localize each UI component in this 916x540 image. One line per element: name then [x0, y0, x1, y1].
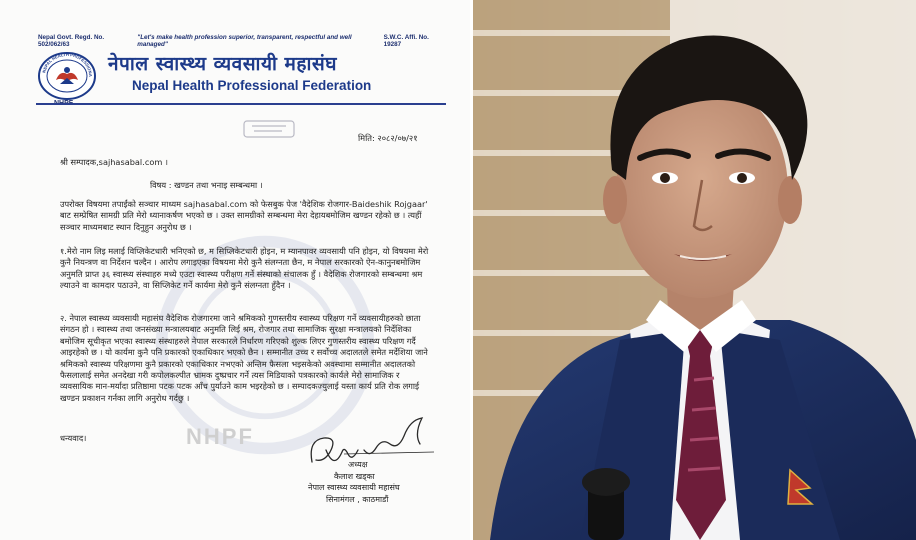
signatory-title: अध्यक्ष [348, 460, 368, 469]
stamp-mark-icon [240, 118, 300, 140]
letterhead-divider [36, 103, 446, 105]
letter-paragraph-one: १.मेरो नाम लिइ मलाई विप्लिकेटधारी भनिएको छ, म सिप्लिकेटधारी होइन, म म्यानपावर व्यवसायी पनि होइन, यो विषयमा मेरो कुनै नियन्त्रण वा निर्देशन चल्दैन । आरोप लगाइएका विषयमा मेरो कुनै संलग्नता छैन, म नेपाल सरकारको ऐन-कानुनबमोजिम अनुमति प्राप्त ३६ स्वास्थ्य संस्थाहरु मध्ये एउटा स्वास्थ्य परीक्षण गर्ने संस्थाको संचालक हुँ । वैदेशिक रोजगारको सम्बन्धमा श्रम ल्याउने वा कामदार पठाउने, वा सिप्लिकेट गर्ने कार्यमा मेरो कुनै संलग्नता हुँदैन । [60, 246, 429, 291]
nhpf-logo-icon [36, 50, 98, 100]
signatory-address: सिनामंगल , काठमाडौं [326, 494, 389, 504]
organization-name-nepali: नेपाल स्वास्थ्य व्यवसायी महासंघ [108, 53, 337, 75]
letterhead-top-line [38, 34, 448, 48]
organization-name-english: Nepal Health Professional Federation [132, 78, 372, 93]
microphone-icon [582, 468, 630, 540]
letter-paragraph-two: २. नेपाल स्वास्थ्य व्यवसायी महासंघ वैदेशिक रोजगारमा जाने श्रमिकको गुणस्तरीय स्वास्थ्य परिक्षण गर्ने व्यवसायीहरुको छाता संगठन हो । स्वास्थ्य तथा जनसंख्या मन्त्रालयबाट अनुमति लिई श्रम, रोजगार तथा सामाजिक सुरक्षा मन्त्रालयको निर्देशिका बमोजिम सूचीकृत भएका स्वास्थ्य संस्थाहरुले नेपाल सरकारले निर्धारण गरिएको शुल्क लिएर गुणस्तरीय स्वास्थ्य परिक्षण गर्दै आइरहेको छ । यो कार्यमा कुनै पनि प्रकारको एकाधिकार भएको छैन । सम्मानीत उच्च र सर्वोच्च अदालतले समेत मर्देशिया जाने श्रमिकको स्वास्थ्य परिक्षणमा कुनै प्रकारको एकाधिकार नभएको अन्तिम फैसला भइसकेको अवस्थामा सम्मानीत अदालतको फैसलालाई समेत अनदेखा गरी कपोलकल्पीत भ्रामक दुष्प्रचार गर्ने त्यस मिडियाको पत्रकारको कार्यले मेरो सामाजिक र व्यवसायिक मान-मर्यादा प्रतिष्ठामा पटक पटक आँच पुर्याउने काम भइरहेको छ । सम्पादकज्युलाई यस्ता कार्य प्रति रोक लगाई खण्डन प्रकाशन गर्नका लागि अनुरोध गर्दछु । [60, 313, 428, 403]
letter-paragraph-intro: उपरोक्त विषयमा तपाईंको सञ्चार माध्यम sajhasabal.com को फेसबुक पेज 'वैदेशिक रोजगार-Baideshik Rojgaar' बाट सम्प्रेषित सामग्री प्रति मेरो ध्यानाकर्षण भएको छ । उक्त सामग्रीको सम्बन्धमा मेरा देहायबमोजिम खण्डन रहेको छ । त्यहीं सञ्चार माध्यमबाट स्थान दिनुहुन अनुरोध छ । [60, 199, 428, 232]
letter-subject: विषय : खण्डन तथा भनाइ सम्बन्धमा । [150, 180, 263, 190]
watermark-text: NHPF [186, 424, 254, 449]
letter-closing: धन्यवाद। [60, 433, 87, 443]
logo-caption: NHPF [54, 100, 74, 107]
signatory-block [308, 459, 400, 505]
swc-affiliation-number: S.W.C. Affi. No. 19287 [383, 34, 429, 48]
registration-number: Nepal Govt. Regd. No. 502/062/63 [38, 34, 105, 48]
letter-salutation: श्री सम्पादक,sajhasabal.com । [60, 157, 169, 167]
speaker-portrait-photo [470, 0, 916, 540]
logo-ring-text: NEPAL HEALTH PROFESSIONA [41, 51, 94, 77]
letter-date: मिति: २०८२/०७/२१ [358, 133, 418, 143]
image-divider [470, 0, 473, 540]
signatory-organization: नेपाल स्वास्थ्य व्यवसायी महासंघ [308, 483, 400, 492]
slogan: "Let's make health profession superior, transparent, respectful and well managed" [137, 34, 352, 48]
signatory-name: कैलाश खड्का [334, 471, 375, 481]
